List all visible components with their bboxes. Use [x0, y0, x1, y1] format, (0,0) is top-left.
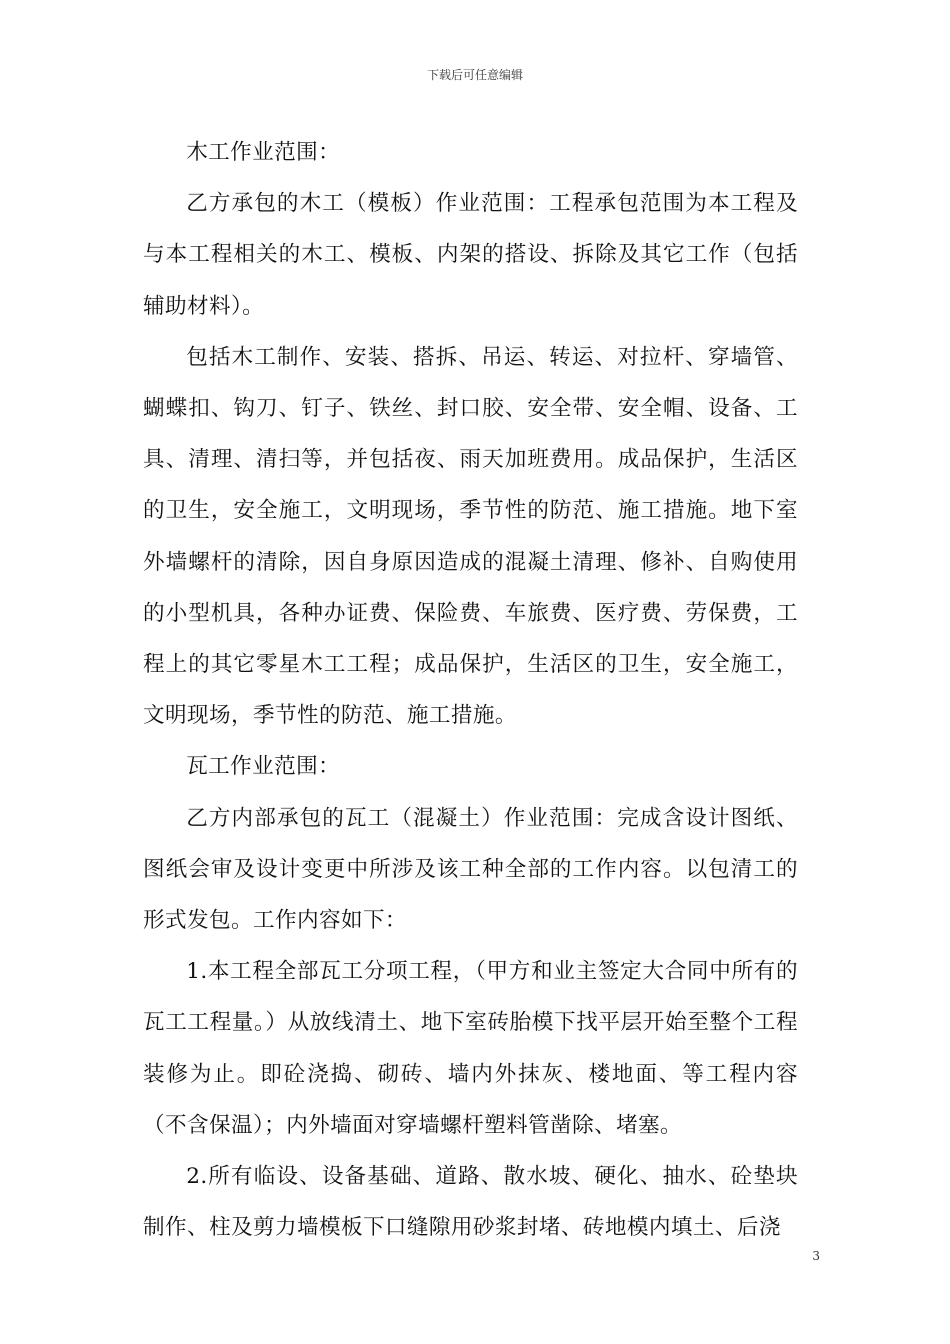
document-body [143, 127, 798, 1253]
page-header: 下载后可任意编辑 [426, 68, 523, 82]
section-heading-masonry: 瓦工作业范围： [186, 754, 341, 780]
paragraph-masonry-item-1: 1.本工程全部瓦工分项工程，（甲方和业主签定大合同中所有的瓦工工程量。）从放线清土、地下室砖胎模下找平层开始至整个工程装修为止。即砼浇捣、砌砖、墙内外抹灰、楼地面、等工程内容（不含保温）；内外墙面对穿墙螺杆塑料管凿除、堵塞。 [143, 959, 798, 1138]
paragraph-masonry-item-2: 2.所有临设、设备基础、道路、散水坡、硬化、抽水、砼垫块制作、柱及剪力墙模板下口缝隙用砂浆封堵、砖地模内填土、后浇 [143, 1164, 798, 1241]
paragraph-masonry-scope: 乙方内部承包的瓦工（混凝土）作业范围：完成含设计图纸、图纸会审及设计变更中所涉及该工种全部的工作内容。以包清工的形式发包。工作内容如下： [143, 805, 798, 934]
section-heading-carpentry: 木工作业范围： [186, 140, 341, 165]
paragraph-carpentry-scope: 乙方承包的木工（模板）作业范围：工程承包范围为本工程及与本工程相关的木工、模板、内架的搭设、拆除及其它工作（包括辅助材料）。 [143, 191, 798, 319]
page-number: 3 [812, 1249, 820, 1263]
paragraph-carpentry-details: 包括木工制作、安装、搭拆、吊运、转运、对拉杆、穿墙管、蝴蝶扣、钩刀、钉子、铁丝、封口胶、安全带、安全帽、设备、工具、清理、清扫等，并包括夜、雨天加班费用。成品保护，生活区的卫生，安全施工，文明现场，季节性的防范、施工措施。地下室外墙螺杆的清除，因自身原因造成的混凝土清理、修补、自购使用的小型机具，各种办证费、保险费、车旅费、医疗费、劳保费，工程上的其它零星木工工程；成品保护，生活区的卫生，安全施工，文明现场，季节性的防范、施工措施。 [143, 344, 798, 729]
